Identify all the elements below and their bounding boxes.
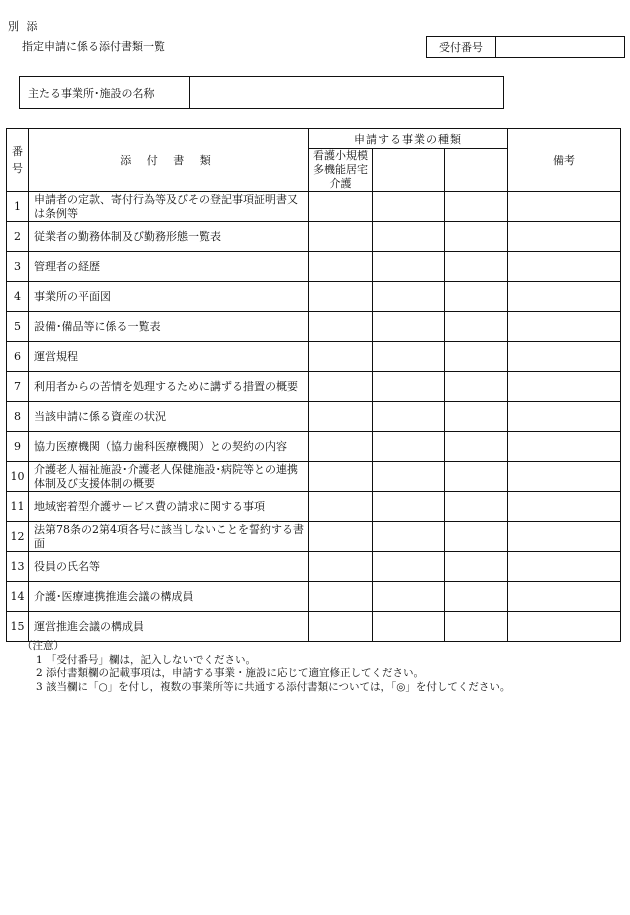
document-name: 設備･備品等に係る一覧表 (29, 312, 309, 342)
remarks-cell[interactable] (508, 612, 621, 642)
row-number: 11 (7, 492, 29, 522)
document-name: 運営規程 (29, 342, 309, 372)
attachment-label: 別 添 (8, 20, 40, 33)
document-name: 申請者の定款、寄付行為等及びその登記事項証明書又は条例等 (29, 192, 309, 222)
service-3-check-cell[interactable] (445, 462, 508, 492)
service-1-check-cell[interactable] (309, 582, 373, 612)
col-remarks-header: 備考 (508, 129, 621, 192)
service-2-check-cell[interactable] (373, 492, 445, 522)
document-title: 指定申請に係る添付書類一覧 (22, 40, 165, 53)
service-1-check-cell[interactable] (309, 372, 373, 402)
table-row (7, 522, 621, 552)
remarks-cell[interactable] (508, 222, 621, 252)
service-2-check-cell[interactable] (373, 582, 445, 612)
service-1-check-cell[interactable] (309, 192, 373, 222)
service-1-check-cell[interactable] (309, 552, 373, 582)
col-service-1-header: 看護小規模多機能居宅介護 (309, 149, 373, 192)
row-number: 9 (7, 432, 29, 462)
document-name: 介護老人福祉施設･介護老人保健施設･病院等との連携体制及び支援体制の概要 (29, 462, 309, 492)
service-1-check-cell[interactable] (309, 312, 373, 342)
notes-section (22, 640, 510, 694)
document-name: 従業者の勤務体制及び勤務形態一覧表 (29, 222, 309, 252)
document-name: 運営推進会議の構成員 (29, 612, 309, 642)
service-3-check-cell[interactable] (445, 282, 508, 312)
document-name: 役員の氏名等 (29, 552, 309, 582)
service-1-check-cell[interactable] (309, 402, 373, 432)
receipt-number-box (426, 36, 625, 58)
row-number: 4 (7, 282, 29, 312)
table-row (7, 282, 621, 312)
remarks-cell[interactable] (508, 462, 621, 492)
row-number: 1 (7, 192, 29, 222)
table-row (7, 372, 621, 402)
col-service-3-header (445, 149, 508, 192)
notes-heading: （注意） (22, 640, 64, 652)
table-row (7, 612, 621, 642)
receipt-number-label: 受付番号 (427, 37, 496, 57)
receipt-number-field[interactable] (496, 37, 624, 57)
document-name: 介護･医療連携推進会議の構成員 (29, 582, 309, 612)
note-item: 1 「受付番号」欄は，記入しないでください。 (36, 653, 257, 666)
row-number: 5 (7, 312, 29, 342)
service-2-check-cell[interactable] (373, 462, 445, 492)
service-2-check-cell[interactable] (373, 372, 445, 402)
row-number: 13 (7, 552, 29, 582)
table-row (7, 192, 621, 222)
table-row (7, 552, 621, 582)
service-3-check-cell[interactable] (445, 582, 508, 612)
row-number: 15 (7, 612, 29, 642)
service-2-check-cell[interactable] (373, 282, 445, 312)
col-service-2-header (373, 149, 445, 192)
office-name-field[interactable] (190, 77, 503, 108)
table-row (7, 312, 621, 342)
service-2-check-cell[interactable] (373, 252, 445, 282)
row-number: 12 (7, 522, 29, 552)
service-1-check-cell[interactable] (309, 222, 373, 252)
remarks-cell[interactable] (508, 582, 621, 612)
service-2-check-cell[interactable] (373, 312, 445, 342)
service-2-check-cell[interactable] (373, 522, 445, 552)
service-1-check-cell[interactable] (309, 522, 373, 552)
service-1-check-cell[interactable] (309, 612, 373, 642)
note-item: 2 添付書類欄の記載事項は，申請する事業・施設に応じて適宜修正してください。 (36, 667, 425, 679)
document-name: 管理者の経歴 (29, 252, 309, 282)
remarks-cell[interactable] (508, 522, 621, 552)
service-1-check-cell[interactable] (309, 342, 373, 372)
service-2-check-cell[interactable] (373, 342, 445, 372)
service-3-check-cell[interactable] (445, 492, 508, 522)
remarks-cell[interactable] (508, 282, 621, 312)
remarks-cell[interactable] (508, 342, 621, 372)
attachment-docs-table (6, 128, 621, 642)
row-number: 10 (7, 462, 29, 492)
document-name: 事業所の平面図 (29, 282, 309, 312)
service-2-check-cell[interactable] (373, 432, 445, 462)
service-2-check-cell[interactable] (373, 192, 445, 222)
service-3-check-cell[interactable] (445, 612, 508, 642)
service-3-check-cell[interactable] (445, 432, 508, 462)
row-number: 3 (7, 252, 29, 282)
document-name: 利用者からの苦情を処理するために講ずる措置の概要 (29, 372, 309, 402)
remarks-cell[interactable] (508, 312, 621, 342)
row-number: 14 (7, 582, 29, 612)
service-2-check-cell[interactable] (373, 552, 445, 582)
note-item: 3 該当欄に「○」を付し，複数の事業所等に共通する添付書類については，「◎」を付してください。 (36, 680, 511, 693)
remarks-cell[interactable] (508, 372, 621, 402)
service-3-check-cell[interactable] (445, 522, 508, 552)
table-row (7, 402, 621, 432)
table-body (7, 192, 621, 642)
col-docs-header: 添 付 書 類 (29, 129, 309, 192)
remarks-cell[interactable] (508, 552, 621, 582)
service-3-check-cell[interactable] (445, 342, 508, 372)
service-1-check-cell[interactable] (309, 252, 373, 282)
table-row (7, 342, 621, 372)
table-row (7, 222, 621, 252)
remarks-cell[interactable] (508, 192, 621, 222)
row-number: 2 (7, 222, 29, 252)
col-number-header: 番号 (7, 129, 29, 192)
table-row (7, 252, 621, 282)
remarks-cell[interactable] (508, 252, 621, 282)
service-3-check-cell[interactable] (445, 552, 508, 582)
table-row (7, 432, 621, 462)
service-3-check-cell[interactable] (445, 372, 508, 402)
table-row (7, 582, 621, 612)
table-row (7, 492, 621, 522)
service-2-check-cell[interactable] (373, 222, 445, 252)
col-service-group-header: 申請する事業の種類 (309, 129, 508, 149)
document-name: 地域密着型介護サービス費の請求に関する事項 (29, 492, 309, 522)
table-row (7, 462, 621, 492)
service-3-check-cell[interactable] (445, 222, 508, 252)
service-2-check-cell[interactable] (373, 402, 445, 432)
remarks-cell[interactable] (508, 432, 621, 462)
service-3-check-cell[interactable] (445, 192, 508, 222)
document-name: 法第78条の2第4項各号に該当しないことを誓約する書面 (29, 522, 309, 552)
service-2-check-cell[interactable] (373, 612, 445, 642)
office-name-box (19, 76, 504, 109)
service-3-check-cell[interactable] (445, 252, 508, 282)
remarks-cell[interactable] (508, 402, 621, 432)
row-number: 6 (7, 342, 29, 372)
document-name: 当該申請に係る資産の状況 (29, 402, 309, 432)
row-number: 8 (7, 402, 29, 432)
row-number: 7 (7, 372, 29, 402)
service-1-check-cell[interactable] (309, 462, 373, 492)
service-3-check-cell[interactable] (445, 402, 508, 432)
service-1-check-cell[interactable] (309, 492, 373, 522)
document-name: 協力医療機関（協力歯科医療機関）との契約の内容 (29, 432, 309, 462)
remarks-cell[interactable] (508, 492, 621, 522)
service-3-check-cell[interactable] (445, 312, 508, 342)
office-name-label: 主たる事業所･施設の名称 (20, 77, 190, 108)
service-1-check-cell[interactable] (309, 282, 373, 312)
service-1-check-cell[interactable] (309, 432, 373, 462)
